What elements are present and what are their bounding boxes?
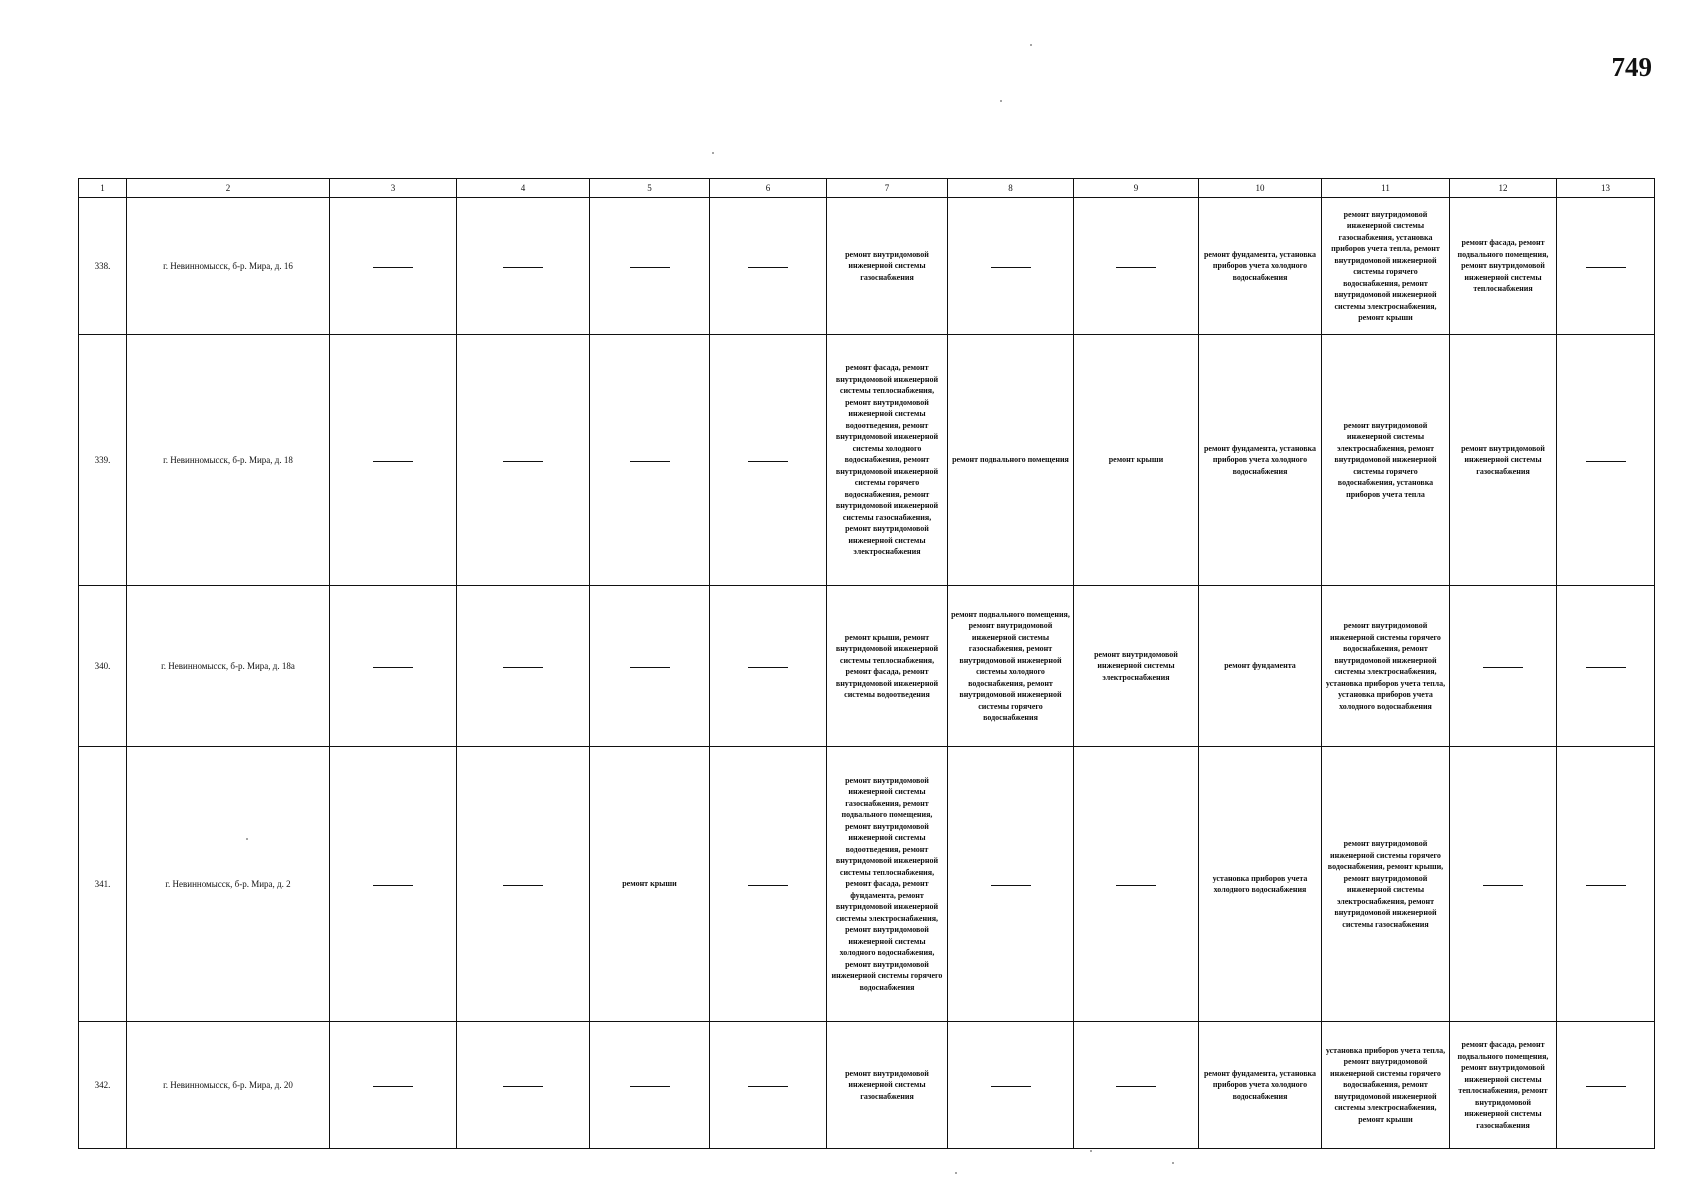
dash-mark <box>630 267 670 268</box>
empty-dash-cell <box>710 747 827 1022</box>
empty-dash-cell <box>1557 335 1655 586</box>
table-row <box>79 335 1655 586</box>
empty-dash-cell <box>590 586 710 747</box>
work-description-cell: ремонт крыши <box>590 747 710 1022</box>
empty-dash-cell <box>330 747 457 1022</box>
work-description-cell: ремонт фасада, ремонт внутридомовой инженерной системы теплоснабжения, ремонт внутридомовой инженерной системы водоотведения, ремонт внутридомовой инженерной системы холодного водоснабжения, ремонт внутридомовой инженерной системы горячего водоснабжения, ремонт внутридомовой инженерной системы газоснабжения, ремонт внутридомовой инженерной системы электроснабжения <box>827 335 948 586</box>
table-row <box>79 198 1655 335</box>
work-description-cell: ремонт фундамента, установка приборов учета холодного водоснабжения <box>1199 1022 1322 1149</box>
address-cell: г. Невинномысск, б-р. Мира, д. 18 <box>127 335 330 586</box>
dash-mark <box>1586 1086 1626 1087</box>
empty-dash-cell <box>1074 198 1199 335</box>
column-header-9: 9 <box>1074 179 1199 198</box>
dash-mark <box>630 461 670 462</box>
row-number-cell: 339. <box>79 335 127 586</box>
empty-dash-cell <box>457 335 590 586</box>
empty-dash-cell <box>330 586 457 747</box>
column-header-8: 8 <box>948 179 1074 198</box>
dash-mark <box>991 1086 1031 1087</box>
work-description-cell: ремонт фундамента <box>1199 586 1322 747</box>
dash-mark <box>991 267 1031 268</box>
empty-dash-cell <box>590 198 710 335</box>
column-header-12: 12 <box>1450 179 1557 198</box>
work-description-cell: установка приборов учета холодного водоснабжения <box>1199 747 1322 1022</box>
dash-mark <box>373 461 413 462</box>
work-description-cell: ремонт внутридомовой инженерной системы газоснабжения, установка приборов учета тепла, ремонт внутридомовой инженерной системы горячего водоснабжения, ремонт внутридомовой инженерной системы электроснабжения, ремонт крыши <box>1322 198 1450 335</box>
page-number: 749 <box>1611 52 1652 82</box>
empty-dash-cell <box>590 1022 710 1149</box>
dash-mark <box>1116 1086 1156 1087</box>
column-header-6: 6 <box>710 179 827 198</box>
work-description-cell: ремонт подвального помещения, ремонт внутридомовой инженерной системы газоснабжения, ремонт внутридомовой инженерной системы холодного водоснабжения, ремонт внутридомовой инженерной системы горячего водоснабжения <box>948 586 1074 747</box>
address-cell: г. Невинномысск, б-р. Мира, д. 18а <box>127 586 330 747</box>
scan-speck <box>1000 100 1002 102</box>
dash-mark <box>991 885 1031 886</box>
work-description-cell: ремонт крыши <box>1074 335 1199 586</box>
dash-mark <box>630 667 670 668</box>
scan-speck <box>1172 1162 1174 1164</box>
work-description-cell: ремонт фасада, ремонт подвального помещения, ремонт внутридомовой инженерной системы теплоснабжения <box>1450 198 1557 335</box>
column-header-4: 4 <box>457 179 590 198</box>
empty-dash-cell <box>710 586 827 747</box>
dash-mark <box>1116 885 1156 886</box>
dash-mark <box>748 461 788 462</box>
column-header-13: 13 <box>1557 179 1655 198</box>
dash-mark <box>1483 885 1523 886</box>
scan-speck <box>1030 44 1032 46</box>
row-number-cell: 338. <box>79 198 127 335</box>
dash-mark <box>373 885 413 886</box>
address-cell: г. Невинномысск, б-р. Мира, д. 16 <box>127 198 330 335</box>
empty-dash-cell <box>457 747 590 1022</box>
work-description-cell: ремонт фундамента, установка приборов учета холодного водоснабжения <box>1199 198 1322 335</box>
dash-mark <box>373 1086 413 1087</box>
row-number-cell: 342. <box>79 1022 127 1149</box>
dash-mark <box>503 267 543 268</box>
empty-dash-cell <box>457 198 590 335</box>
dash-mark <box>748 267 788 268</box>
column-header-10: 10 <box>1199 179 1322 198</box>
table-row <box>79 586 1655 747</box>
table-row <box>79 1022 1655 1149</box>
empty-dash-cell <box>1074 747 1199 1022</box>
dash-mark <box>1586 885 1626 886</box>
empty-dash-cell <box>710 335 827 586</box>
work-description-cell: ремонт внутридомовой инженерной системы газоснабжения <box>827 198 948 335</box>
dash-mark <box>1586 267 1626 268</box>
work-description-cell: ремонт подвального помещения <box>948 335 1074 586</box>
table-body <box>79 198 1655 1149</box>
row-number-cell: 341. <box>79 747 127 1022</box>
work-description-cell: ремонт внутридомовой инженерной системы газоснабжения <box>827 1022 948 1149</box>
repair-schedule-table <box>78 178 1655 1149</box>
dash-mark <box>503 461 543 462</box>
work-description-cell: ремонт внутридомовой инженерной системы газоснабжения, ремонт подвального помещения, ремонт внутридомовой инженерной системы водоотведения, ремонт внутридомовой инженерной системы теплоснабжения, ремонт фасада, ремонт фундамента, ремонт внутридомовой инженерной системы электроснабжения, ремонт внутридомовой инженерной системы холодного водоснабжения, ремонт внутридомовой инженерной системы горячего водоснабжения <box>827 747 948 1022</box>
empty-dash-cell <box>1557 747 1655 1022</box>
work-description-cell: установка приборов учета тепла, ремонт внутридомовой инженерной системы горячего водоснабжения, ремонт внутридомовой инженерной системы электроснабжения, ремонт крыши <box>1322 1022 1450 1149</box>
table-row <box>79 747 1655 1022</box>
dash-mark <box>503 667 543 668</box>
empty-dash-cell <box>457 586 590 747</box>
work-description-cell: ремонт внутридомовой инженерной системы горячего водоснабжения, ремонт внутридомовой инженерной системы электроснабжения, установка приборов учета тепла, установка приборов учета холодного водоснабжения <box>1322 586 1450 747</box>
empty-dash-cell <box>710 1022 827 1149</box>
work-description-cell: ремонт внутридомовой инженерной системы горячего водоснабжения, ремонт крыши, ремонт внутридомовой инженерной системы электроснабжения, ремонт внутридомовой инженерной системы газоснабжения <box>1322 747 1450 1022</box>
dash-mark <box>1586 461 1626 462</box>
column-number-row <box>79 179 1655 198</box>
work-description-cell: ремонт внутридомовой инженерной системы газоснабжения <box>1450 335 1557 586</box>
dash-mark <box>503 885 543 886</box>
empty-dash-cell <box>330 335 457 586</box>
empty-dash-cell <box>1450 586 1557 747</box>
dash-mark <box>373 667 413 668</box>
scan-speck <box>246 838 248 840</box>
empty-dash-cell <box>330 1022 457 1149</box>
work-description-cell: ремонт фундамента, установка приборов учета холодного водоснабжения <box>1199 335 1322 586</box>
address-cell: г. Невинномысск, б-р. Мира, д. 20 <box>127 1022 330 1149</box>
empty-dash-cell <box>1557 198 1655 335</box>
column-header-1: 1 <box>79 179 127 198</box>
dash-mark <box>503 1086 543 1087</box>
scan-speck <box>955 1172 957 1174</box>
work-description-cell: ремонт внутридомовой инженерной системы электроснабжения, ремонт внутридомовой инженерной системы горячего водоснабжения, установка приборов учета тепла <box>1322 335 1450 586</box>
scan-speck <box>1090 1150 1092 1152</box>
empty-dash-cell <box>457 1022 590 1149</box>
dash-mark <box>1586 667 1626 668</box>
row-number-cell: 340. <box>79 586 127 747</box>
dash-mark <box>748 885 788 886</box>
dash-mark <box>1483 667 1523 668</box>
empty-dash-cell <box>1557 586 1655 747</box>
empty-dash-cell <box>1074 1022 1199 1149</box>
dash-mark <box>1116 267 1156 268</box>
work-description-cell: ремонт крыши, ремонт внутридомовой инженерной системы теплоснабжения, ремонт фасада, ремонт внутридомовой инженерной системы водоотведения <box>827 586 948 747</box>
column-header-11: 11 <box>1322 179 1450 198</box>
work-description-cell: ремонт внутридомовой инженерной системы электроснабжения <box>1074 586 1199 747</box>
scan-speck <box>712 152 714 154</box>
dash-mark <box>630 1086 670 1087</box>
address-cell: г. Невинномысск, б-р. Мира, д. 2 <box>127 747 330 1022</box>
empty-dash-cell <box>330 198 457 335</box>
empty-dash-cell <box>1557 1022 1655 1149</box>
empty-dash-cell <box>948 747 1074 1022</box>
empty-dash-cell <box>590 335 710 586</box>
empty-dash-cell <box>710 198 827 335</box>
column-header-2: 2 <box>127 179 330 198</box>
empty-dash-cell <box>948 1022 1074 1149</box>
empty-dash-cell <box>948 198 1074 335</box>
column-header-3: 3 <box>330 179 457 198</box>
empty-dash-cell <box>1450 747 1557 1022</box>
work-description-cell: ремонт фасада, ремонт подвального помещения, ремонт внутридомовой инженерной системы теплоснабжения, ремонт внутридомовой инженерной системы газоснабжения <box>1450 1022 1557 1149</box>
column-header-7: 7 <box>827 179 948 198</box>
column-header-5: 5 <box>590 179 710 198</box>
dash-mark <box>373 267 413 268</box>
dash-mark <box>748 667 788 668</box>
dash-mark <box>748 1086 788 1087</box>
